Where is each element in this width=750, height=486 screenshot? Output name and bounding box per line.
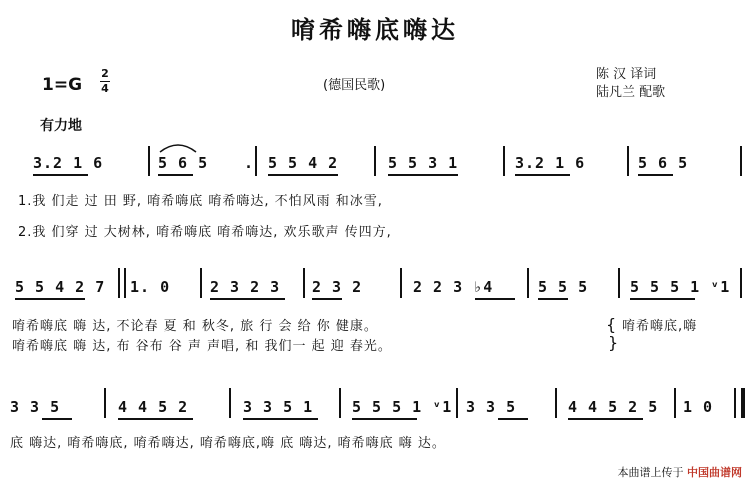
beam [15,298,85,300]
final-barline [741,388,745,418]
beam [352,418,417,420]
barline [400,268,402,298]
barline [229,388,231,418]
barline [456,388,458,418]
barline [734,388,736,418]
barline [118,268,120,298]
site-logo[interactable]: 中国曲谱网 [687,466,742,479]
barline [740,146,742,176]
lyricist-credit: 陈 汉 译词 [596,67,657,82]
beam [630,298,695,300]
notes-r3-m2: 4 4 5 2 [118,398,189,416]
barline [124,268,126,298]
barline [740,268,742,298]
notes-r2-m5: 2 2 3 ♭4 [413,278,494,296]
barline [200,268,202,298]
notes-r1-m5: 3.2 1 6 [515,154,586,172]
page-title: 唷希嗨底嗨达 [291,16,459,44]
arranger-credit: 陆凡兰 配歌 [596,85,666,100]
beam [33,174,88,176]
beam [515,174,570,176]
beam [268,174,338,176]
beam [312,298,342,300]
notes-r3-m4: 5 5 5 1 ᵛ1 [352,398,453,416]
barline [503,146,505,176]
barline [303,268,305,298]
notes-r3-m6: 4 4 5 2 5 [568,398,659,416]
notes-r3-m5: 3 3 5 [466,398,517,416]
slur-mark [158,140,198,154]
notes-r2-m4: 2 3 2 [312,278,363,296]
barline [255,146,257,176]
barline [374,146,376,176]
barline [527,268,529,298]
notes-r1-m2: 5 6 5 [158,154,209,172]
lyric-r1-verse2: 2.我 们穿 过 大树林, 唷希嗨底 唷希嗨达, 欢乐歌声 传四方, [18,225,392,240]
beam [388,174,458,176]
barline [555,388,557,418]
beam [158,174,193,176]
notes-r1-m4: 5 5 3 1 [388,154,459,172]
song-origin: (德国民歌) [323,78,386,93]
meter-top: 2 [101,67,109,80]
barline [104,388,106,418]
notes-r3-m1: 3 3 5 [10,398,61,416]
barline [339,388,341,418]
beam [210,298,285,300]
notes-r1-m3: 5 5 4 2 [268,154,339,172]
notes-r3-m3: 3 3 5 1 [243,398,314,416]
beam [638,174,673,176]
beam [243,418,318,420]
notes-r2-m2: 1. 0 [130,278,171,296]
lyric-r1-verse1: 1.我 们走 过 田 野, 唷希嗨底 唷希嗨达, 不怕风雨 和冰雪, [18,194,383,209]
beam [568,418,643,420]
notes-r3-m7: 1 0 [683,398,714,416]
time-signature [100,68,110,95]
notes-r1-dot: . [244,154,255,172]
tempo-marking: 有力地 [40,118,82,134]
beam [498,418,528,420]
lyric-r2-refrain: 唷希嗨底,嗨 [622,319,698,334]
key-signature: 1=G [42,75,83,95]
bracket-left: { [606,315,617,334]
meter-bottom: 4 [101,82,109,95]
beam [118,418,193,420]
beam [42,418,72,420]
notes-r2-m7: 5 5 5 1 ᵛ1 [630,278,731,296]
notes-r2-m1: 5 5 4 2 7 [15,278,106,296]
footer-credit [618,464,743,480]
lyric-r2-verse2: 唷希嗨底 嗨 达, 布 谷布 谷 声 声唱, 和 我们一 起 迎 春光。 [12,339,392,354]
barline [148,146,150,176]
beam [538,298,568,300]
bracket-right: } [608,333,619,352]
barline [618,268,620,298]
barline [627,146,629,176]
lyric-r2-verse1: 唷希嗨底 嗨 达, 不论春 夏 和 秋冬, 旅 行 会 给 你 健康。 [12,319,378,334]
lyric-r3: 底 嗨达, 唷希嗨底, 唷希嗨达, 唷希嗨底,嗨 底 嗨达, 唷希嗨底 嗨 达。 [10,436,446,451]
notes-r2-m6: 5 5 5 [538,278,589,296]
barline [674,388,676,418]
notes-r1-m6: 5 6 5 [638,154,689,172]
footer-text: 本曲谱上传于 [617,466,684,479]
beam [475,298,515,300]
credits [596,66,665,102]
notes-r2-m3: 2 3 2 3 [210,278,281,296]
notes-r1-m1: 3.2 1 6 [33,154,104,172]
